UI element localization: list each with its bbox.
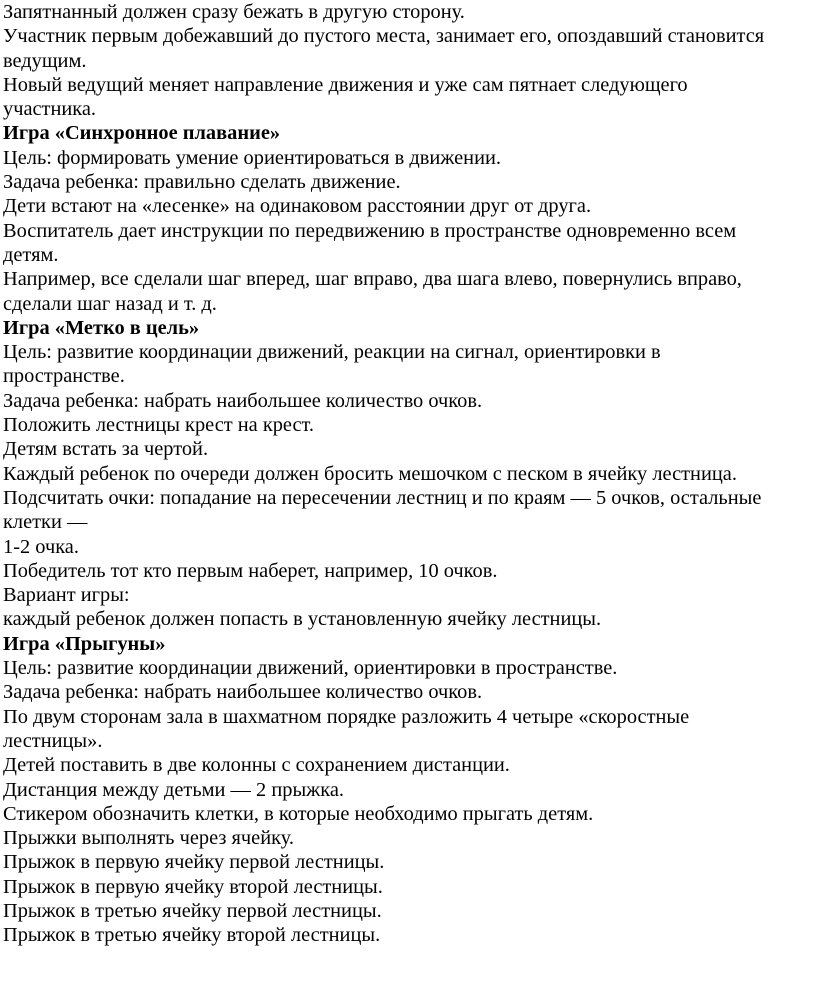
text-line: Положить лестницы крест на крест.	[3, 414, 315, 437]
text-line: Участник первым добежавший до пустого места, занимает его, опоздавший становится	[3, 25, 765, 48]
text-line: каждый ребенок должен попасть в установленную ячейку лестницы.	[3, 608, 602, 631]
text-line: Запятнанный должен сразу бежать в другую сторону.	[3, 1, 465, 23]
text-line: Новый ведущий меняет направление движения и уже сам пятнает следующего	[3, 73, 688, 96]
text-line: 1-2 очка.	[3, 535, 79, 558]
text-line: сделали шаг назад и т. д.	[3, 292, 217, 315]
text-line: Задача ребенка: набрать наибольшее количество очков.	[3, 681, 483, 704]
text-line: пространстве.	[3, 365, 125, 388]
text-line: Задача ребенка: набрать наибольшее количество очков.	[3, 389, 483, 412]
text-line: Дети встают на «лесенке» на одинаковом расстоянии друг от друга.	[3, 195, 592, 218]
text-line: Детям встать за чертой.	[3, 438, 209, 461]
text-line: Детей поставить в две колонны с сохранением дистанции.	[3, 754, 510, 777]
text-line: участника.	[3, 98, 97, 121]
text-line: лестницы».	[3, 729, 103, 752]
text-line: Прыжок в третью ячейку первой лестницы.	[3, 899, 382, 922]
text-line: Прыжок в первую ячейку второй лестницы.	[3, 875, 383, 898]
text-line: Каждый ребенок по очереди должен бросить мешочком с песком в ячейку лестница.	[3, 462, 737, 485]
text-line: Прыжок в третью ячейку второй лестницы.	[3, 924, 381, 947]
section-heading: Игра «Прыгуны»	[3, 632, 166, 655]
text-line: Подсчитать очки: попадание на пересечении лестниц и по краям — 5 очков, остальные	[3, 486, 762, 509]
text-line: клетки —	[3, 511, 88, 534]
text-line: Воспитатель дает инструкции по передвижению в пространстве одновременно всем	[3, 219, 737, 242]
text-line: Прыжки выполнять через ячейку.	[3, 827, 294, 850]
text-line: ведущим.	[3, 49, 87, 72]
text-line: Вариант игры:	[3, 584, 130, 607]
text-line: Победитель тот кто первым наберет, например, 10 очков.	[3, 559, 498, 582]
text-line: Цель: развитие координации движений, ориентировки в пространстве.	[3, 657, 618, 680]
text-line: По двум сторонам зала в шахматном порядке разложить 4 четыре «скоростные	[3, 705, 690, 728]
section-heading: Игра «Синхронное плавание»	[3, 122, 281, 145]
text-line: Цель: формировать умение ориентироваться в движении.	[3, 146, 501, 169]
text-line: Задача ребенка: правильно сделать движение.	[3, 171, 401, 194]
text-line: Цель: развитие координации движений, реакции на сигнал, ориентировки в	[3, 341, 661, 364]
section-heading: Игра «Метко в цель»	[3, 316, 200, 339]
text-line: Стикером обозначить клетки, в которые необходимо прыгать детям.	[3, 802, 594, 825]
text-line: Например, все сделали шаг вперед, шаг вправо, два шага влево, повернулись вправо,	[3, 268, 742, 291]
text-line: детям.	[3, 243, 59, 266]
text-line: Прыжок в первую ячейку первой лестницы.	[3, 851, 385, 874]
text-line: Дистанция между детьми — 2 прыжка.	[3, 778, 344, 801]
